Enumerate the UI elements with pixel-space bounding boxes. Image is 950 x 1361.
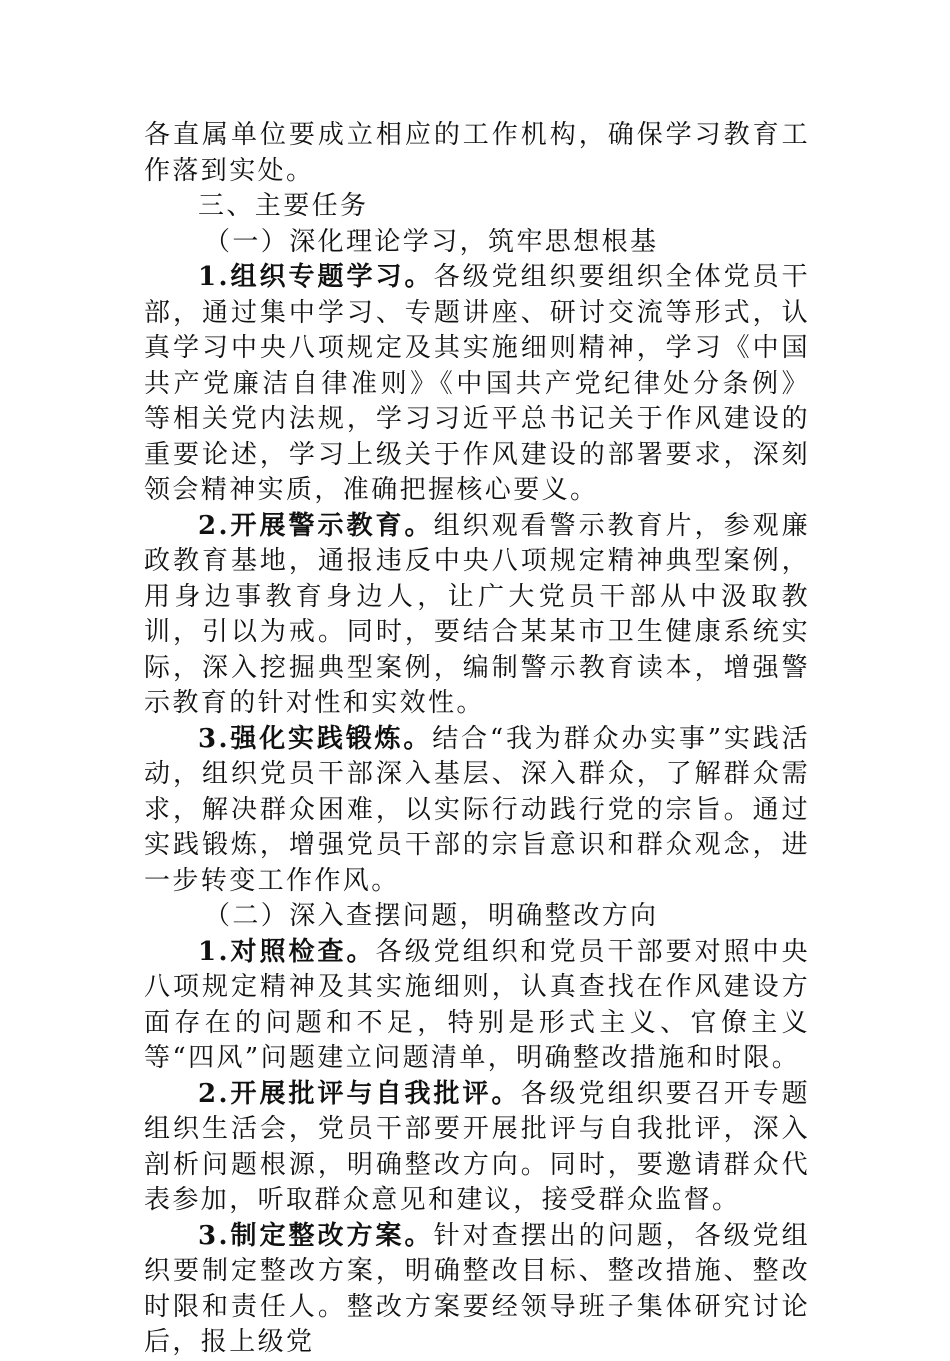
item-lead: 2.开展批评与自我批评。 bbox=[198, 1078, 521, 1109]
item-text: 结合“我为群众办实事”实践活动，组织党员干部深入基层、深入群众，了解群众需求，解决群众困难，以实际行动践行党的宗旨。通过实践锻炼，增强党员干部的宗旨意识和群众观念，进一步转变工作作风。 bbox=[144, 723, 810, 896]
item-text: 各级党组织和党员干部要对照中央八项规定精神及其实施细则，认真查找在作风建设方面存在的问题和不足，特别是形式主义、官僚主义等“四风”问题建立问题清单，明确整改措施和时限。 bbox=[144, 936, 810, 1073]
section-heading: 三、主要任务 bbox=[198, 191, 369, 221]
item-lead: 3.制定整改方案。 bbox=[198, 1220, 434, 1251]
intro-paragraph: 各直属单位要成立相应的工作机构，确保学习教育工作落到实处。 bbox=[144, 120, 810, 186]
item-lead: 1.组织专题学习。 bbox=[198, 262, 434, 292]
item-lead: 2.开展警示教育。 bbox=[198, 510, 434, 541]
item-text: 各级党组织要召开专题组织生活会，党员干部要开展批评与自我批评，深入剖析问题根源，明确整改方向。同时，要邀请群众代表参加，听取群众意见和建议，接受群众监督。 bbox=[144, 1078, 810, 1215]
item-text: 针对查摆出的问题，各级党组织要制定整改方案，明确整改目标、整改措施、整改时限和责任人。整改方案要经领导班子集体研究讨论后，报上级党 bbox=[144, 1220, 810, 1357]
item-text: 各级党组织要组织全体党员干部，通过集中学习、专题讲座、研讨交流等形式，认真学习中央八项规定及其实施细则精神，学习《中国共产党廉洁自律准则》《中国共产党纪律处分条例》等相关党内法规，学习习近平总书记关于作风建设的重要论述，学习上级关于作风建设的部署要求，深刻领会精神实质，准确把握核心要义。 bbox=[144, 262, 810, 505]
subsection-heading-2: （二）深入查摆问题，明确整改方向 bbox=[204, 901, 659, 931]
item-text: 组织观看警示教育片，参观廉政教育基地，通报违反中央八项规定精神典型案例，用身边事教育身边人，让广大党员干部从中汲取教训，引以为戒。同时，要结合某某市卫生健康系统实际，深入挖掘典型案例，编制警示教育读本，增强警示教育的针对性和实效性。 bbox=[144, 510, 810, 718]
item-paragraph bbox=[144, 1219, 810, 1361]
document-page bbox=[144, 118, 810, 1361]
item-paragraph bbox=[144, 935, 810, 1077]
item-lead: 3.强化实践锻炼。 bbox=[198, 723, 433, 754]
item-lead: 1.对照检查。 bbox=[198, 936, 376, 967]
item-paragraph bbox=[144, 722, 810, 900]
item-paragraph bbox=[144, 260, 810, 509]
item-paragraph bbox=[144, 1077, 810, 1219]
item-paragraph bbox=[144, 509, 810, 722]
subsection-heading-1: （一）深化理论学习，筑牢思想根基 bbox=[204, 226, 659, 257]
